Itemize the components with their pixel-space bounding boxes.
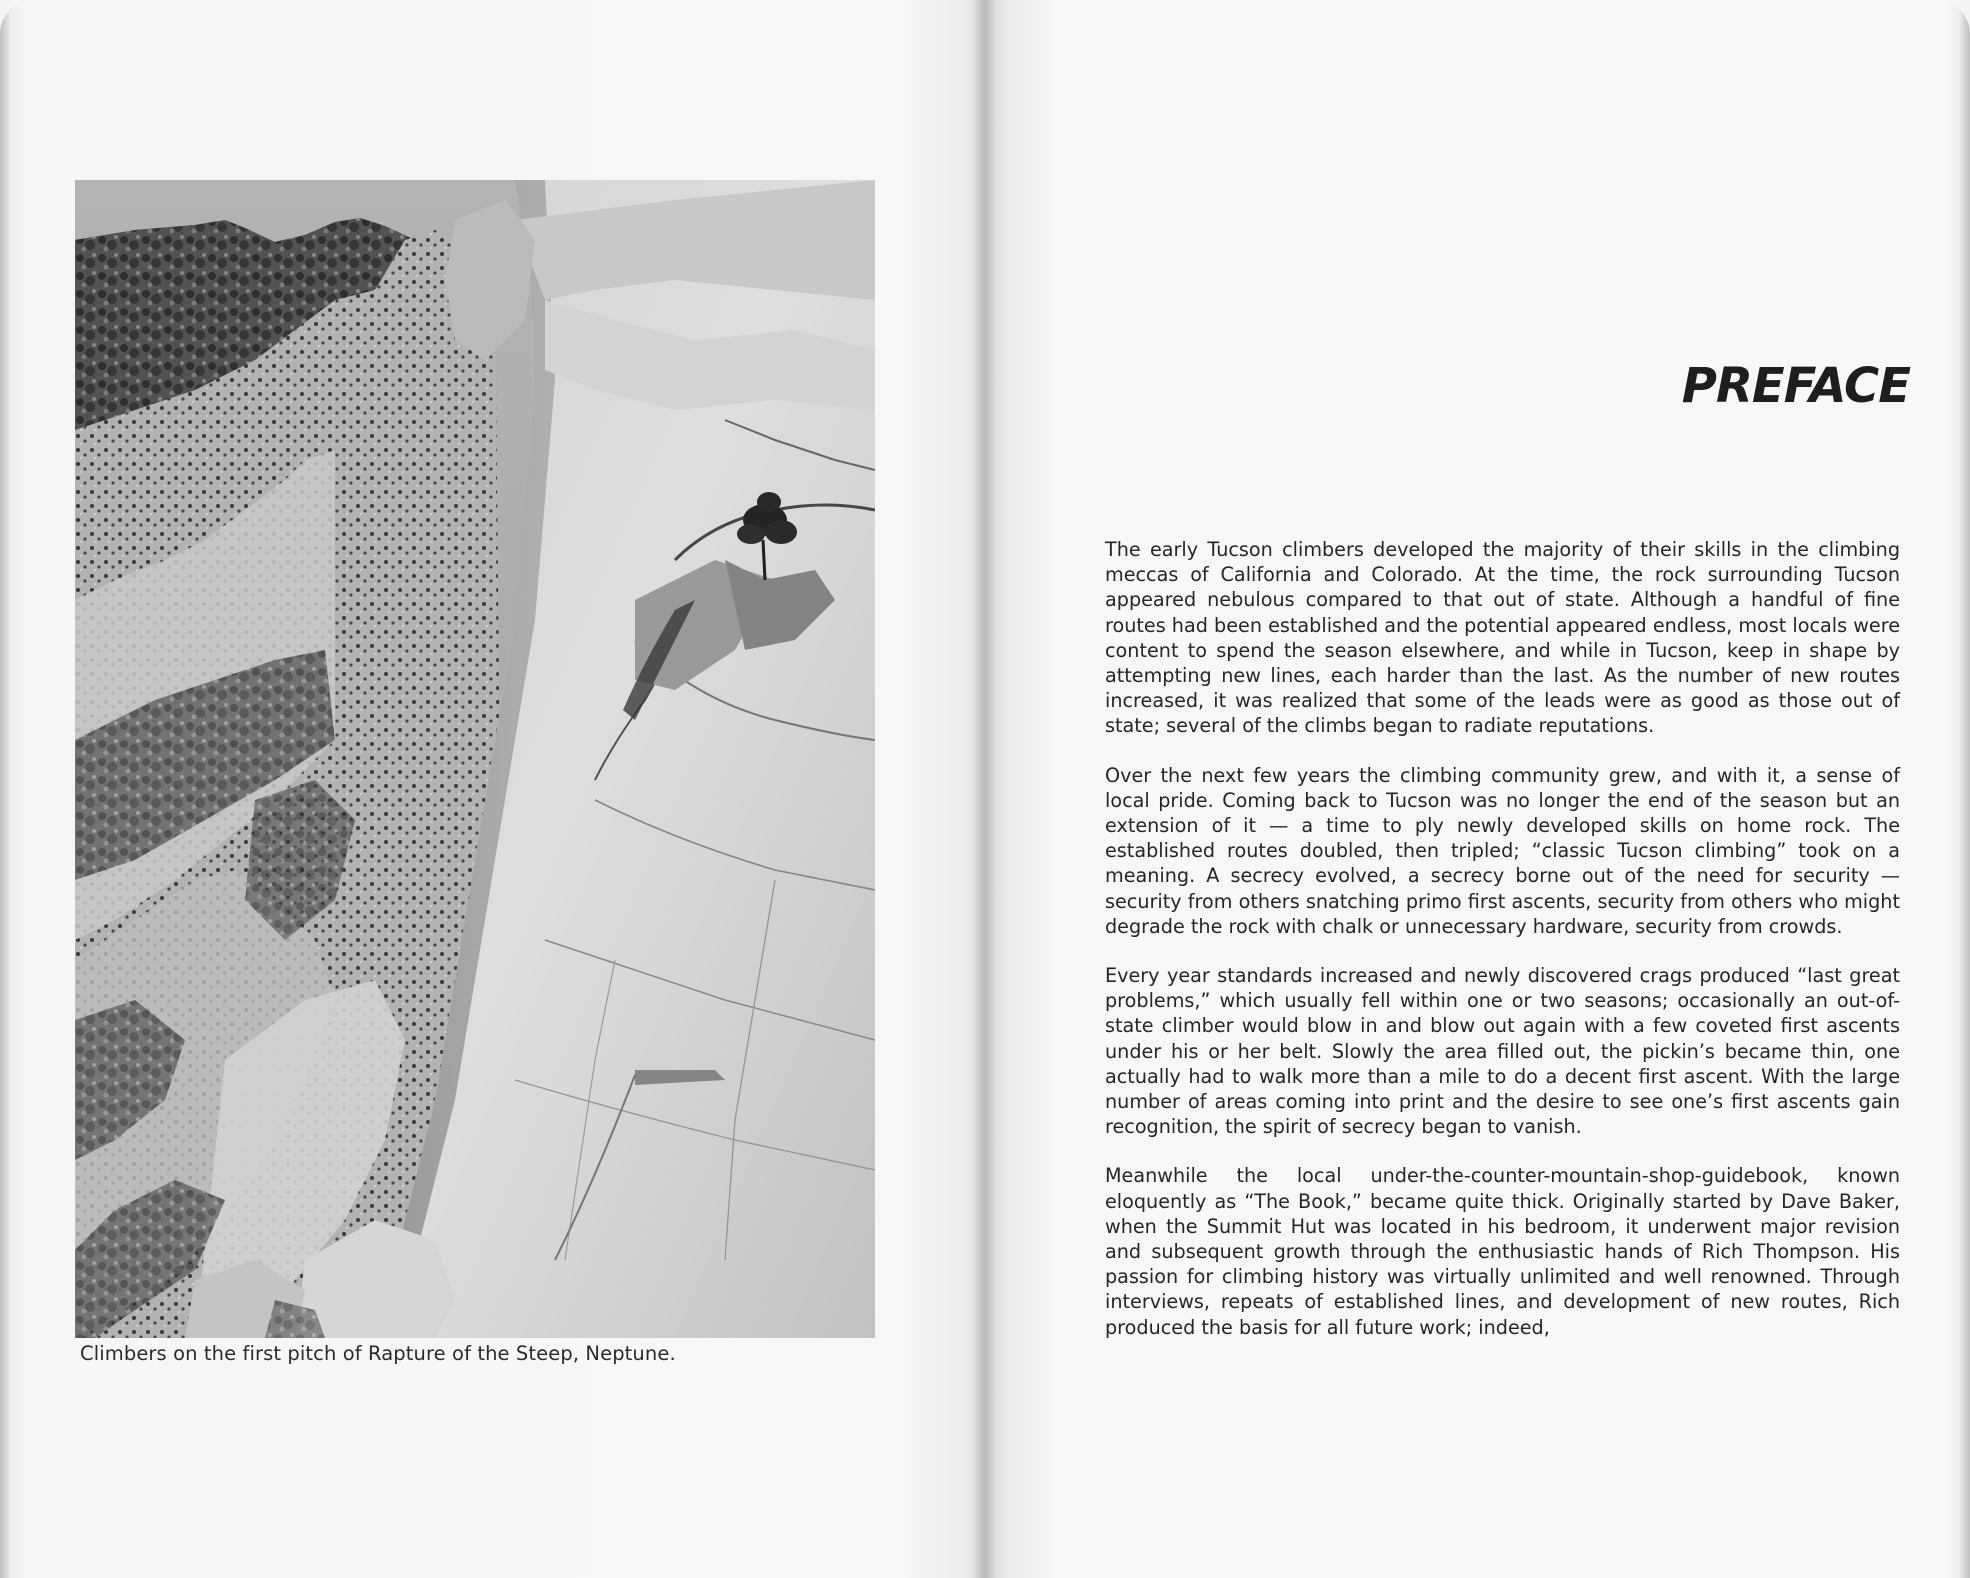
left-page-edge [0,0,10,1578]
book-gutter [975,0,995,1578]
paragraph: Every year standards increased and newly discovered crags produced “last great problems,” which usually fell within one or two seasons; occasionally an out-of-state climber would blow in and blow out again with a few coveted first ascents under his or her belt. Slowly the area filled out, the pickin’s became thin, one actually had to walk more than a mile to do a decent first ascent. With the large number of areas coming into print and the desire to see one’s first ascents gain recognition, the spirit of secrecy began to vanish. [1105,964,1900,1139]
cliff-photograph [75,180,875,1338]
paragraph: The early Tucson climbers developed the majority of their skills in the climbing meccas of California and Colorado. At the time, the rock surrounding Tucson appeared nebulous compared to that out of state. Although a handful of fine routes had been established and the potential appeared endless, most locals were content to spend the season elsewhere, and while in Tucson, keep in shape by attempting new lines, each harder than the last. As the number of new routes increased, it was realized that some of the leads were as good as those out of state; several of the climbs began to radiate reputations. [1105,538,1900,738]
right-page-edge [1960,0,1970,1578]
chapter-title: PREFACE [1681,358,1910,414]
photo-caption: Climbers on the first pitch of Rapture of the Steep, Neptune. [80,1342,676,1365]
paragraph: Meanwhile the local under-the-counter-mountain-shop-guidebook, known eloquently as “The Book,” became quite thick. Originally started by Dave Baker, when the Summit Hut was located in his bedroom, it underwent major revision and subsequent growth through the enthusiastic hands of Rich Thompson. His passion for climbing history was virtually unlimited and well renowned. Through interviews, repeats of established lines, and development of new routes, Rich produced the basis for all future work; indeed, [1105,1164,1900,1339]
paragraph: Over the next few years the climbing community grew, and with it, a sense of local pride. Coming back to Tucson was no longer the end of the season but an extension of it — a time to ply newly developed skills on home rock. The established routes doubled, then tripled; “classic Tucson climbing” took on a meaning. A secrecy evolved, a secrecy borne out of the need for security — security from others snatching primo first ascents, security from others who might degrade the rock with chalk or unnecessary hardware, security from crowds. [1105,763,1900,938]
preface-body [1105,537,1900,1364]
